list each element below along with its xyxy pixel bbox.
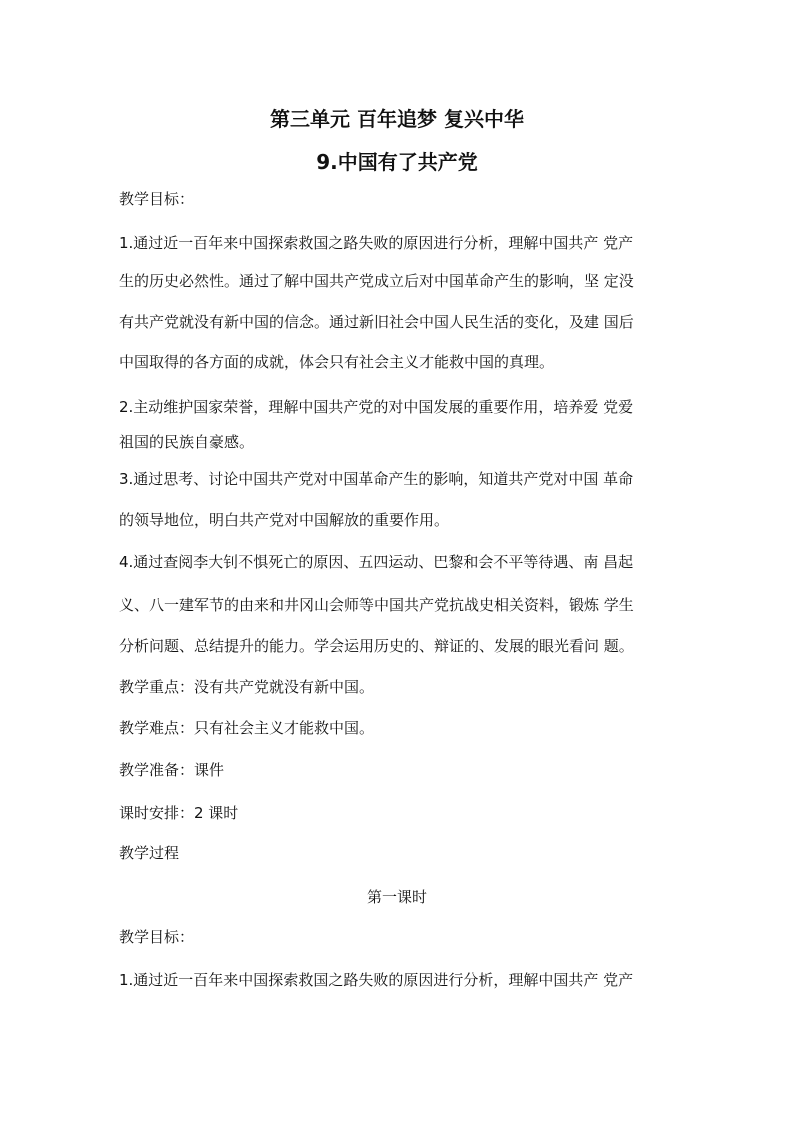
first-lesson-heading: 第一课时 [366,888,427,906]
goal-4-line-3: 分析问题、总结提升的能力。学会运用历史的、辩证的、发展的眼光看问 题。 [119,637,634,655]
difficult-point: 教学难点：只有社会主义才能救中国。 [119,719,375,737]
key-point: 教学重点：没有共产党就没有新中国。 [119,678,375,696]
teaching-goals-heading: 教学目标： [119,190,195,208]
goal-2-line-2: 祖国的民族自豪感。 [119,433,255,451]
goal-3-line-2: 的领导地位，明白共产党对中国解放的重要作用。 [119,511,450,529]
goal-4-line-1: 4.通过查阅李大钊不惧死亡的原因、五四运动、巴黎和会不平等待遇、南 昌起 [119,553,634,571]
class-schedule: 课时安排：2 课时 [119,804,239,822]
goal-1-line-4: 中国取得的各方面的成就，体会只有社会主义才能救中国的真理。 [119,353,555,371]
goal-4-line-2: 义、八一建军节的由来和井冈山会师等中国共产党抗战史相关资料，锻炼 学生 [119,596,634,614]
goal-3-line-1: 3.通过思考、讨论中国共产党对中国革命产生的影响，知道共产党对中国 革命 [119,470,634,488]
goal-1-line-1: 1.通过近一百年来中国探索救国之路失败的原因进行分析，理解中国共产 党产 [119,234,634,252]
teaching-process-heading: 教学过程 [119,844,180,862]
unit-title: 第三单元 百年追梦 复兴中华 [270,107,524,131]
goal-2-line-1: 2.主动维护国家荣誉，理解中国共产党的对中国发展的重要作用，培养爱 党爱 [119,398,634,416]
goal-1-line-3: 有共产党就没有新中国的信念。通过新旧社会中国人民生活的变化，及建 国后 [119,313,634,331]
teaching-goals-heading-2: 教学目标： [119,928,195,946]
goal-1-line-1-repeat: 1.通过近一百年来中国探索救国之路失败的原因进行分析，理解中国共产 党产 [119,971,634,989]
lesson-title: 9.中国有了共产党 [316,150,478,174]
goal-1-line-2: 生的历史必然性。通过了解中国共产党成立后对中国革命产生的影响，坚 定没 [119,272,634,290]
teaching-preparation: 教学准备：课件 [119,761,225,779]
